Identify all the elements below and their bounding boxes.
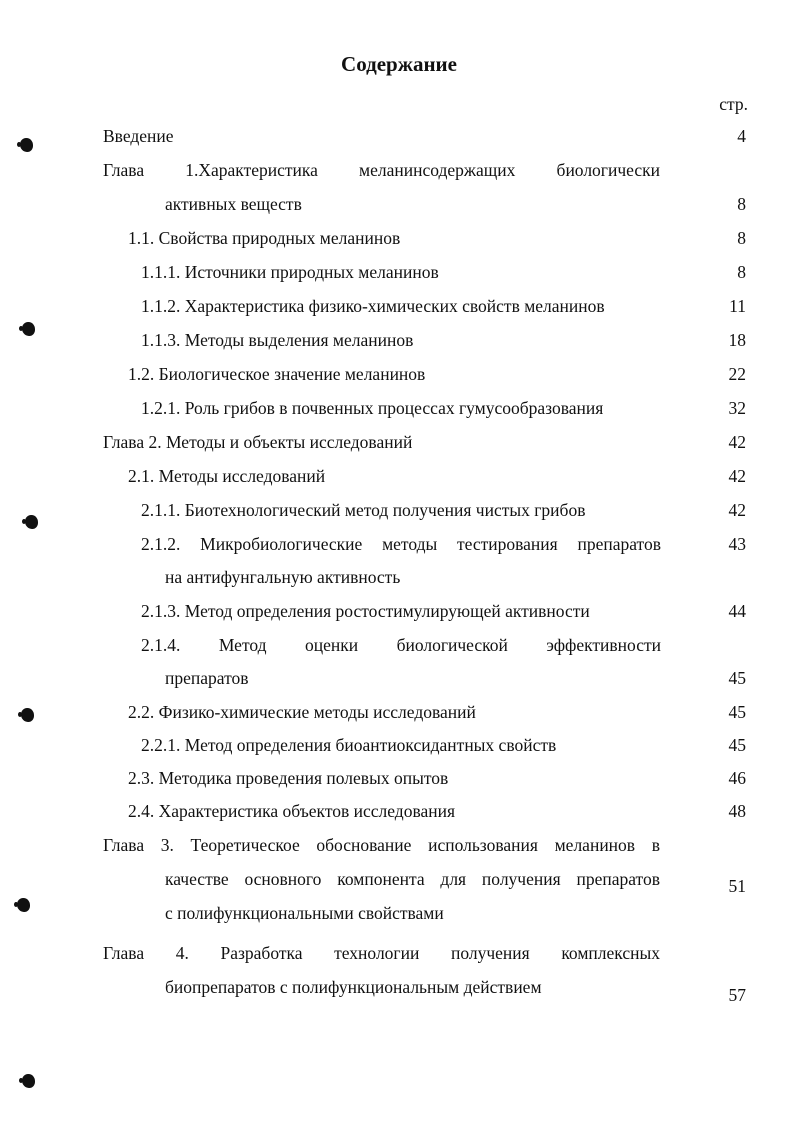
toc-entry-text: Глава 1.Характеристика меланинсодержащих биологически xyxy=(103,160,660,180)
toc-entry-text: 1.1.2. Характеристика физико-химических свойств меланинов xyxy=(141,296,605,316)
toc-page-number: 8 xyxy=(737,194,746,214)
toc-entry-text: 2.1.1. Биотехнологический метод получения чистых грибов xyxy=(141,500,586,520)
toc-page-number: 42 xyxy=(728,432,746,452)
toc-entry-text: 2.1.3. Метод определения ростостимулирующей активности xyxy=(141,601,590,621)
toc-page-number: 18 xyxy=(728,330,746,350)
toc-entry-text: Глава 4. Разработка технологии получения комплексных xyxy=(103,943,660,963)
toc-page-number: 45 xyxy=(728,668,746,688)
punch-hole-mark xyxy=(22,1074,35,1088)
toc-entry-text: 2.3. Методика проведения полевых опытов xyxy=(128,768,449,788)
toc-page-number: 42 xyxy=(728,466,746,486)
toc-entry-text: 1.1.1. Источники природных меланинов xyxy=(141,262,439,282)
toc-entry-text: Глава 2. Методы и объекты исследований xyxy=(103,432,413,452)
toc-entry-text-continued: биопрепаратов с полифункциональным действием xyxy=(165,977,542,997)
toc-entry-text: 2.2. Физико-химические методы исследований xyxy=(128,702,476,722)
toc-entry-text: Глава 3. Теоретическое обоснование использования меланинов в xyxy=(103,835,660,855)
punch-hole-mark xyxy=(17,898,30,912)
toc-page-number: 45 xyxy=(728,702,746,722)
toc-entry-text: 1.1.3. Методы выделения меланинов xyxy=(141,330,414,350)
toc-page-number: 8 xyxy=(737,262,746,282)
page-title: Содержание xyxy=(341,52,457,76)
toc-page-number: 43 xyxy=(728,534,746,554)
toc-page-number: 22 xyxy=(728,364,746,384)
toc-page-number: 44 xyxy=(728,601,746,621)
toc-entry-text: 2.1. Методы исследований xyxy=(128,466,326,486)
toc-entry-text-continued: препаратов xyxy=(165,668,249,688)
toc-page-number: 51 xyxy=(728,876,746,896)
toc-entry-text: Введение xyxy=(103,126,174,146)
punch-hole-mark xyxy=(25,515,38,529)
toc-entry-text: 2.1.2. Микробиологические методы тестирования препаратов xyxy=(141,534,661,554)
toc-entry-text: 2.2.1. Метод определения биоантиоксидантных свойств xyxy=(141,735,557,755)
toc-page-number: 42 xyxy=(728,500,746,520)
page-column-label: стр. xyxy=(719,94,748,114)
toc-entry-text-continued: качестве основного компонента для получения препаратов xyxy=(165,869,660,889)
toc-entry-text: 1.2. Биологическое значение меланинов xyxy=(128,364,426,384)
toc-page-number: 57 xyxy=(728,985,746,1005)
toc-page-number: 11 xyxy=(729,296,746,316)
toc-page-number: 8 xyxy=(737,228,746,248)
toc-entry-text-continued: с полифункциональными свойствами xyxy=(165,903,444,923)
toc-entry-text: 1.2.1. Роль грибов в почвенных процессах гумусообразования xyxy=(141,398,604,418)
punch-hole-mark xyxy=(20,138,33,152)
toc-entry-text: 2.1.4. Метод оценки биологической эффективности xyxy=(141,635,661,655)
toc-entry-text-continued: на антифунгальную активность xyxy=(165,567,401,587)
toc-entry-text: 2.4. Характеристика объектов исследования xyxy=(128,801,456,821)
toc-page-number: 32 xyxy=(728,398,746,418)
toc-entry-text: 1.1. Свойства природных меланинов xyxy=(128,228,401,248)
toc-page-number: 4 xyxy=(737,126,746,146)
punch-hole-mark xyxy=(22,322,35,336)
toc-page-number: 48 xyxy=(728,801,746,821)
toc-page-number: 46 xyxy=(728,768,746,788)
punch-hole-mark xyxy=(21,708,34,722)
toc-entry-text-continued: активных веществ xyxy=(165,194,302,214)
toc-page-number: 45 xyxy=(728,735,746,755)
